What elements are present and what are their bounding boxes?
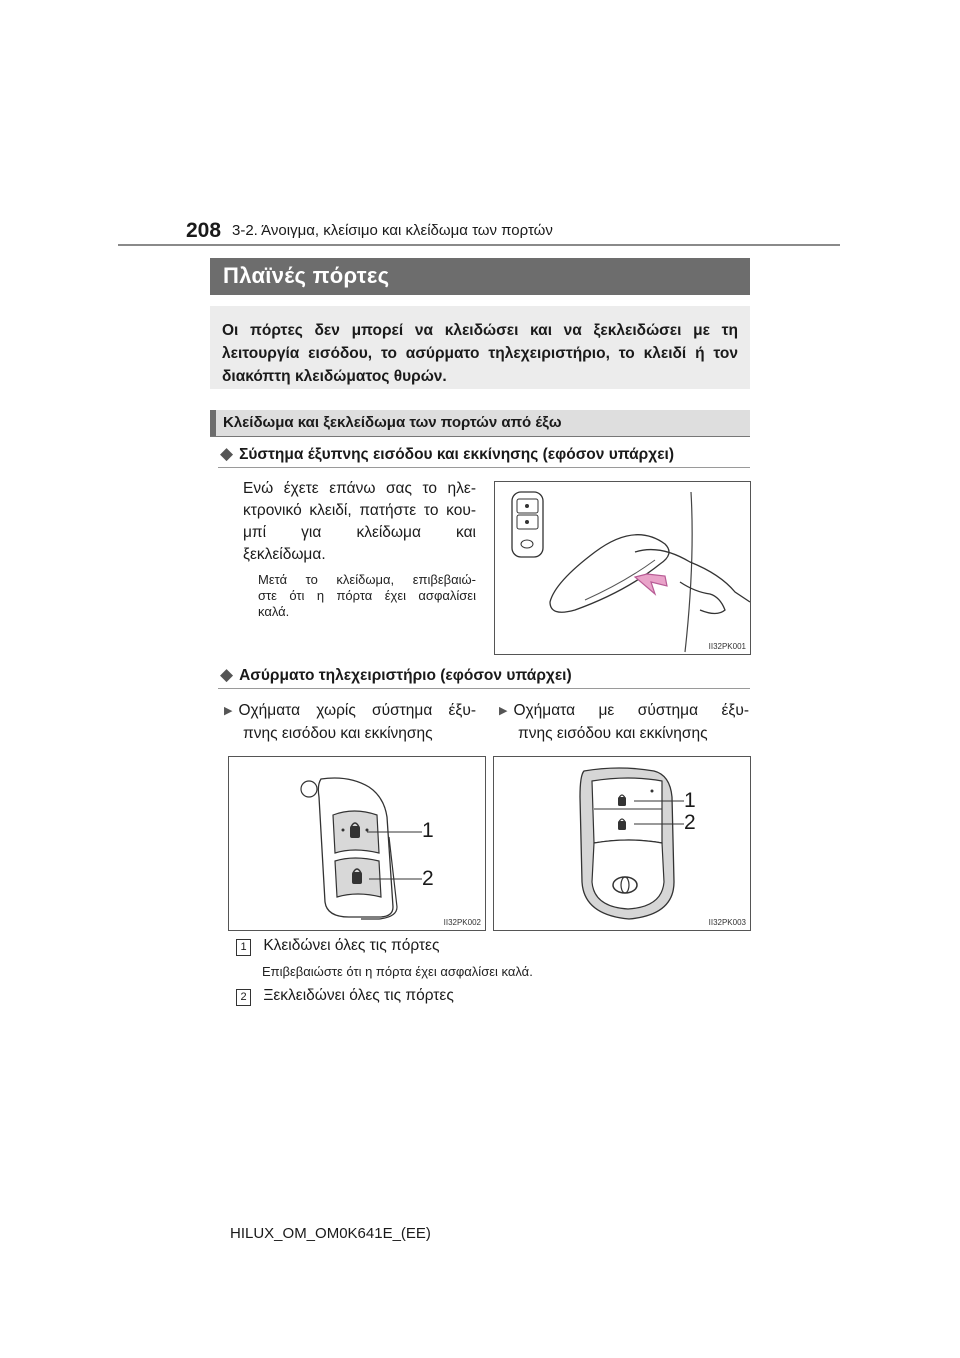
item-lock-note: Επιβεβαιώστε ότι η πόρτα έχει ασφαλίσει καλά. <box>262 964 533 979</box>
triangle-bullet-icon: ▶ <box>224 705 233 717</box>
intro-text: Οι πόρτες δεν μπορεί να κλειδώσει και να ξεκλειδώσει με τη λειτουργία εισόδου, το ασύρματο τηλεχειριστήριο, το κλειδί ή τον διακόπτη κλειδώματος θυρών. <box>222 322 738 385</box>
smart-entry-rule <box>218 467 750 468</box>
door-handle-figure <box>494 481 751 655</box>
flip-key-illustration <box>229 757 485 930</box>
remote-rule <box>218 688 750 689</box>
diamond-bullet-icon: ◆ <box>220 665 234 684</box>
remote-right-col <box>499 700 749 745</box>
subsection-stripe <box>210 410 216 436</box>
item-unlock-all <box>236 987 454 1006</box>
door-handle-illustration <box>495 482 750 654</box>
remote-heading <box>220 665 572 685</box>
callout-1: 1 <box>422 819 434 842</box>
footer-doc-code: HILUX_OM_OM0K641E_(EE) <box>230 1225 431 1242</box>
smart-entry-heading <box>220 444 674 464</box>
remote-left-col <box>224 700 476 745</box>
flip-key-figure <box>228 756 486 931</box>
figure-code: II32PK002 <box>443 918 481 927</box>
triangle-bullet-icon: ▶ <box>499 705 508 717</box>
smart-entry-heading-text: Σύστημα έξυπνης εισόδου και εκκίνησης (εφόσον υπάρχει) <box>239 446 675 463</box>
remote-heading-text: Ασύρματο τηλεχειριστήριο (εφόσον υπάρχει) <box>239 667 572 684</box>
callout-2: 2 <box>684 811 696 834</box>
figure-code: II32PK003 <box>708 918 746 927</box>
smart-entry-line: κτρονικό κλειδί, πατήστε το κου- <box>243 502 476 519</box>
smart-entry-line: Ενώ έχετε επάνω σας το ηλε- <box>243 480 476 497</box>
item-label: Κλειδώνει όλες τις πόρτες <box>263 937 440 954</box>
subsection-title: Κλείδωμα και ξεκλείδωμα των πορτών από έξω <box>223 414 562 431</box>
smart-entry-note-line: Μετά το κλείδωμα, επιβεβαιώ- <box>258 572 476 587</box>
remote-right-line-2: πνης εισόδου και εκκίνησης <box>518 725 708 742</box>
section-title-bar <box>210 258 750 295</box>
smart-key-illustration <box>494 757 750 930</box>
diamond-bullet-icon: ◆ <box>220 444 234 463</box>
item-number: 1 <box>236 939 251 956</box>
page-number: 208 <box>186 219 222 242</box>
smart-entry-line: μπί για κλείδωμα και <box>243 524 476 541</box>
smart-key-figure <box>493 756 751 931</box>
item-lock-all <box>236 937 439 956</box>
remote-left-line-2: πνης εισόδου και εκκίνησης <box>243 725 433 742</box>
remote-right-line-1: ▶ Οχήματα με σύστημα έξυ- <box>499 700 749 723</box>
remote-left-line-1: ▶ Οχήματα χωρίς σύστημα έξυ- <box>224 700 476 723</box>
section-title: Πλαϊνές πόρτες <box>223 263 390 288</box>
intro-box <box>210 306 750 389</box>
callout-2: 2 <box>422 867 434 890</box>
smart-entry-note <box>258 572 476 620</box>
smart-entry-note-line: στε ότι η πόρτα έχει ασφαλίσει <box>258 588 476 603</box>
callout-1: 1 <box>684 789 696 812</box>
header-divider <box>118 244 840 246</box>
subsection-bar <box>210 410 750 437</box>
figure-code: II32PK001 <box>708 642 746 651</box>
chapter-title: 3-2. Άνοιγμα, κλείσιμο και κλείδωμα των πορτών <box>232 222 553 239</box>
item-label: Ξεκλειδώνει όλες τις πόρτες <box>263 987 454 1004</box>
item-number: 2 <box>236 989 251 1006</box>
smart-entry-note-line: καλά. <box>258 604 290 619</box>
smart-entry-line: ξεκλείδωμα. <box>243 546 326 563</box>
smart-entry-text <box>243 478 476 566</box>
